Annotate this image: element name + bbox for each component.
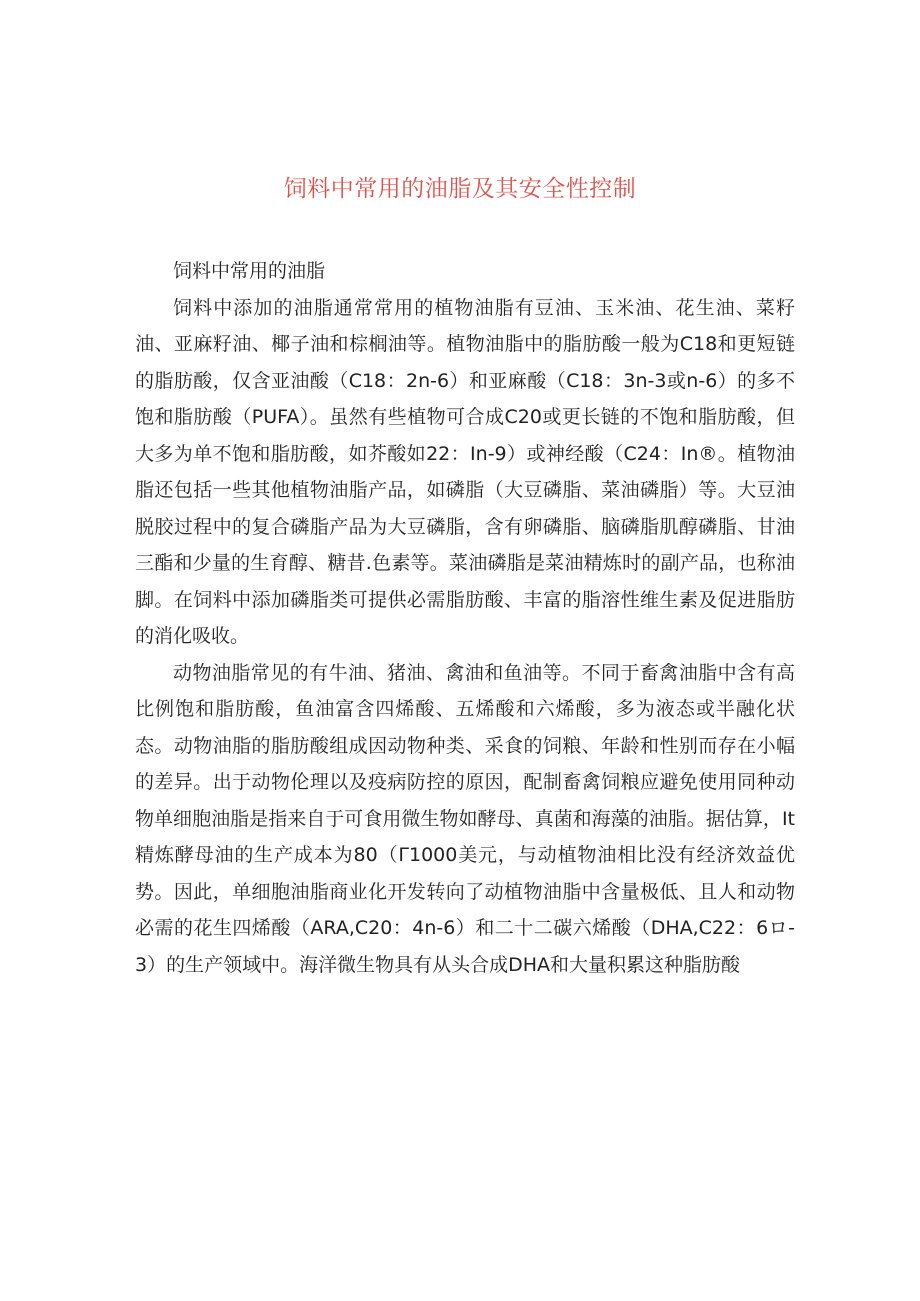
paragraph-plant-oils: 饲料中添加的油脂通常常用的植物油脂有豆油、玉米油、花生油、菜籽油、亚麻籽油、椰子油和棕榈油等。植物油脂中的脂肪酸一般为C18和更短链的脂肪酸，仅含亚油酸（C18：2n-6）和亚麻酸（C18：3n-3或n-6）的多不饱和脂肪酸（PUFA）。虽然有些植物可合成C20或更长链的不饱和脂肪酸，但大多为单不饱和脂肪酸，如芥酸如22：In-9）或神经酸（C24：In®。植物油脂还包括一些其他植物油脂产品，如磷脂（大豆磷脂、菜油磷脂）等。大豆油脱胶过程中的复合磷脂产品为大豆磷脂，含有卵磷脂、脑磷脂肌醇磷脂、甘油三酯和少量的生育醇、糖昔.色素等。菜油磷脂是菜油精炼时的副产品，也称油脚。在饲料中添加磷脂类可提供必需脂肪酸、丰富的脂溶性维生素及促进脂肪的消化吸收。 bbox=[135, 296, 795, 647]
section-heading: 饲料中常用的油脂 bbox=[173, 260, 326, 282]
document-body bbox=[135, 253, 795, 983]
paragraph-animal-oils: 动物油脂常见的有牛油、猪油、禽油和鱼油等。不同于畜禽油脂中含有高比例饱和脂肪酸，鱼油富含四烯酸、五烯酸和六烯酸，多为液态或半融化状态。动物油脂的脂肪酸组成因动物种类、采食的饲粮、年龄和性别而存在小幅的差异。出于动物伦理以及疫病防控的原因，配制畜禽饲粮应避免使用同种动物单细胞油脂是指来自于可食用微生物如酵母、真菌和海藻的油脂。据估算，It精炼酵母油的生产成本为80（Γ1000美元，与动植物油相比没有经济效益优势。因此，单细胞油脂商业化开发转向了动植物油脂中含量极低、且人和动物必需的花生四烯酸（ARA,C20：4n-6）和二十二碳六烯酸（DHA,C22：6ロ-3）的生产领域中。海洋微生物具有从头合成DHA和大量积累这种脂肪酸 bbox=[135, 661, 795, 976]
document-title: 饲料中常用的油脂及其安全性控制 bbox=[283, 176, 637, 202]
